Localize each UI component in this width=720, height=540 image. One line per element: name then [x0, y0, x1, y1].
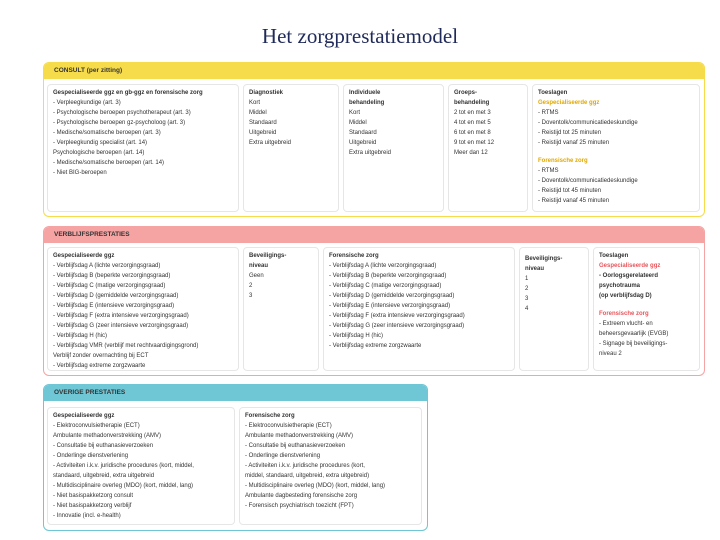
verblijf-beveiliging-column	[243, 247, 319, 371]
list-item: psychotrauma	[599, 283, 641, 289]
column-title: Gespecialiseerde ggz	[53, 253, 115, 259]
list-item: - Verblijfsdag C (matige verzorgingsgraad)	[53, 283, 166, 289]
overige-forensisch-column	[239, 407, 422, 525]
list-item: - Doventolk/communicatiedeskundige	[538, 120, 638, 126]
list-item: - Verblijfsdag VMR (verblijf met rechtvaardigingsgrond)	[53, 343, 199, 349]
column-title: Beveiligings-	[249, 253, 287, 259]
list-item: - Multidisciplinaire overleg (MDO) (kort, middel, lang)	[245, 483, 386, 489]
list-item: Meer dan 12	[454, 150, 488, 156]
list-item: - Reistijd vanaf 45 minuten	[538, 198, 610, 204]
column-title: niveau	[525, 266, 545, 272]
list-item: - Medische/somatische beroepen (art. 14)	[53, 160, 165, 166]
column-title: Toeslagen	[538, 90, 568, 96]
consult-header: CONSULT (per zitting)	[44, 63, 704, 79]
subsection-title: Gespecialiseerde ggz	[599, 263, 661, 269]
list-item: - Reistijd tot 25 minuten	[538, 130, 602, 136]
list-item: Uitgebreid	[249, 130, 277, 136]
list-item: Uitgebreid	[349, 140, 377, 146]
consult-diagnostiek-column	[243, 84, 339, 212]
list-item: - Verblijfsdag D (gemiddelde verzorgingsgraad)	[329, 293, 455, 299]
column-title: Groeps-	[454, 90, 478, 96]
overige-ggz-column	[47, 407, 235, 525]
list-item: - Elektroconvulsietherapie (ECT)	[53, 423, 140, 429]
consult-individuele-column	[343, 84, 444, 212]
list-item: Ambulante methadonverstrekking (AMV)	[53, 433, 162, 439]
overige-section	[43, 384, 428, 531]
subsection-title: Gespecialiseerde ggz	[538, 100, 600, 106]
list-item: - RTMS	[538, 168, 559, 174]
list-item: - Verblijfsdag A (lichte verzorgingsgraad)	[53, 263, 161, 269]
column-title: Gespecialiseerde ggz en gb-ggz en forensische zorg	[53, 90, 203, 96]
verblijf-toeslagen-column	[593, 247, 700, 371]
list-item: - Verblijfsdag B (beperkte verzorgingsgraad)	[329, 273, 447, 279]
list-item: - Verblijfsdag A (lichte verzorgingsgraad)	[329, 263, 437, 269]
list-item: - Verblijfsdag B (beperkte verzorgingsgraad)	[53, 273, 171, 279]
list-item: beheersgevaarlijk (EVGB)	[599, 331, 669, 337]
list-item: Standaard	[249, 120, 277, 126]
list-item: - Psychologische beroepen gz-psycholoog (art. 3)	[53, 120, 186, 126]
list-item: (op verblijfsdag D)	[599, 293, 652, 299]
list-item: middel, standaard, uitgebreid, extra uitgebreid)	[245, 473, 370, 479]
list-item: - Verpleegkundige (art. 3)	[53, 100, 121, 106]
list-item: - Verblijfsdag C (matige verzorgingsgraad)	[329, 283, 442, 289]
list-item: - Niet basispakketzorg consult	[53, 493, 134, 499]
list-item: Psychologische beroepen (art. 14)	[53, 150, 145, 156]
list-item: 2	[249, 283, 253, 289]
subsection-title: Forensische zorg	[538, 158, 588, 164]
list-item: - Verblijfsdag G (zeer intensieve verzorgingsgraad)	[53, 323, 189, 329]
list-item: - Verblijfsdag F (extra intensieve verzorgingsgraad)	[53, 313, 189, 319]
list-item: - Niet BIG-beroepen	[53, 170, 107, 176]
column-title: Gespecialiseerde ggz	[53, 413, 115, 419]
list-item: Geen	[249, 273, 264, 279]
list-item: 1	[525, 276, 529, 282]
list-item: - Reistijd tot 45 minuten	[538, 188, 602, 194]
column-title: Forensische zorg	[329, 253, 379, 259]
list-item: - Onderlinge dienstverlening	[245, 453, 321, 459]
subsection-title: Forensische zorg	[599, 311, 649, 317]
list-item: 9 tot en met 12	[454, 140, 495, 146]
consult-groeps-column	[448, 84, 528, 212]
list-item: 2	[525, 286, 529, 292]
list-item: - Verpleegkundig specialist (art. 14)	[53, 140, 148, 146]
column-title: Individuele	[349, 90, 381, 96]
list-item: Kort	[349, 110, 361, 116]
list-item: - Multidisciplinaire overleg (MDO) (kort, middel, lang)	[53, 483, 194, 489]
list-item: - Verblijfsdag extreme zorgzwaarte	[329, 343, 422, 349]
list-item: - Elektroconvulsietherapie (ECT)	[245, 423, 332, 429]
list-item: - RTMS	[538, 110, 559, 116]
list-item: - Signage bij beveiligings-	[599, 341, 668, 347]
consult-ggz-column	[47, 84, 239, 212]
list-item: Middel	[349, 120, 367, 126]
column-title: niveau	[249, 263, 269, 269]
list-item: Middel	[249, 110, 267, 116]
list-item: - Verblijfsdag E (intensieve verzorgingsgraad)	[53, 303, 175, 309]
list-item: - Extreem vlucht- en	[599, 321, 653, 327]
list-item: standaard, uitgebreid, extra uitgebreid	[53, 473, 155, 479]
column-title: behandeling	[454, 100, 490, 106]
list-item: - Niet basispakketzorg verblijf	[53, 503, 132, 509]
column-title: Toeslagen	[599, 253, 629, 259]
list-item: - Activiteiten i.k.v. juridische procedures (kort, middel,	[53, 463, 194, 469]
list-item: - Psychologische beroepen psychotherapeut (art. 3)	[53, 110, 191, 116]
list-item: - Consultatie bij euthanasieverzoeken	[53, 443, 154, 449]
list-item: Ambulante dagbesteding forensische zorg	[245, 493, 358, 499]
verblijf-header: VERBLIJFSPRESTATIES	[44, 227, 704, 243]
list-item: - Oorlogsgerelateerd	[599, 273, 659, 279]
list-item: - Consultatie bij euthanasieverzoeken	[245, 443, 346, 449]
list-item: 4	[525, 306, 529, 312]
list-item: - Reistijd vanaf 25 minuten	[538, 140, 610, 146]
list-item: 2 tot en met 3	[454, 110, 491, 116]
list-item: Ambulante methadonverstrekking (AMV)	[245, 433, 354, 439]
list-item: Extra uitgebreid	[349, 150, 392, 156]
consult-section	[43, 62, 705, 217]
column-title: Forensische zorg	[245, 413, 295, 419]
list-item: - Verblijfsdag extreme zorgzwaarte	[53, 363, 146, 369]
list-item: 4 tot en met 5	[454, 120, 491, 126]
list-item: - Verblijfsdag G (zeer intensieve verzorgingsgraad)	[329, 323, 465, 329]
list-item: - Verblijfsdag F (extra intensieve verzorgingsgraad)	[329, 313, 465, 319]
list-item: - Activiteiten i.k.v. juridische procedures (kort,	[245, 463, 365, 469]
list-item: Standaard	[349, 130, 377, 136]
column-title: Beveiligings-	[525, 256, 563, 262]
list-item: - Verblijfsdag E (intensieve verzorgingsgraad)	[329, 303, 451, 309]
list-item: Verblijf zonder overnachting bij ECT	[53, 353, 149, 359]
list-item: - Medische/somatische beroepen (art. 3)	[53, 130, 161, 136]
column-title: behandeling	[349, 100, 385, 106]
list-item: - Forensisch psychiatrisch toezicht (FPT)	[245, 503, 354, 509]
list-item: - Verblijfsdag D (gemiddelde verzorgingsgraad)	[53, 293, 179, 299]
consult-toeslagen-column	[532, 84, 700, 212]
column-title: Diagnostiek	[249, 90, 284, 96]
list-item: Extra uitgebreid	[249, 140, 292, 146]
verblijf-beveiliging-forensisch-column	[519, 247, 589, 371]
list-item: - Verblijfsdag H (hic)	[53, 333, 108, 339]
list-item: niveau 2	[599, 351, 622, 357]
verblijf-forensisch-column	[323, 247, 515, 371]
list-item: - Innovatie (incl. e-health)	[53, 513, 121, 519]
list-item: 3	[249, 293, 253, 299]
verblijf-section	[43, 226, 705, 376]
overige-header: OVERIGE PRESTATIES	[44, 385, 427, 401]
list-item: 6 tot en met 8	[454, 130, 491, 136]
list-item: - Onderlinge dienstverlening	[53, 453, 129, 459]
page-title: Het zorgprestatiemodel	[261, 24, 459, 48]
verblijf-ggz-column	[47, 247, 239, 371]
list-item: - Doventolk/communicatiedeskundige	[538, 178, 638, 184]
list-item: - Verblijfsdag H (hic)	[329, 333, 384, 339]
list-item: 3	[525, 296, 529, 302]
list-item: Kort	[249, 100, 261, 106]
